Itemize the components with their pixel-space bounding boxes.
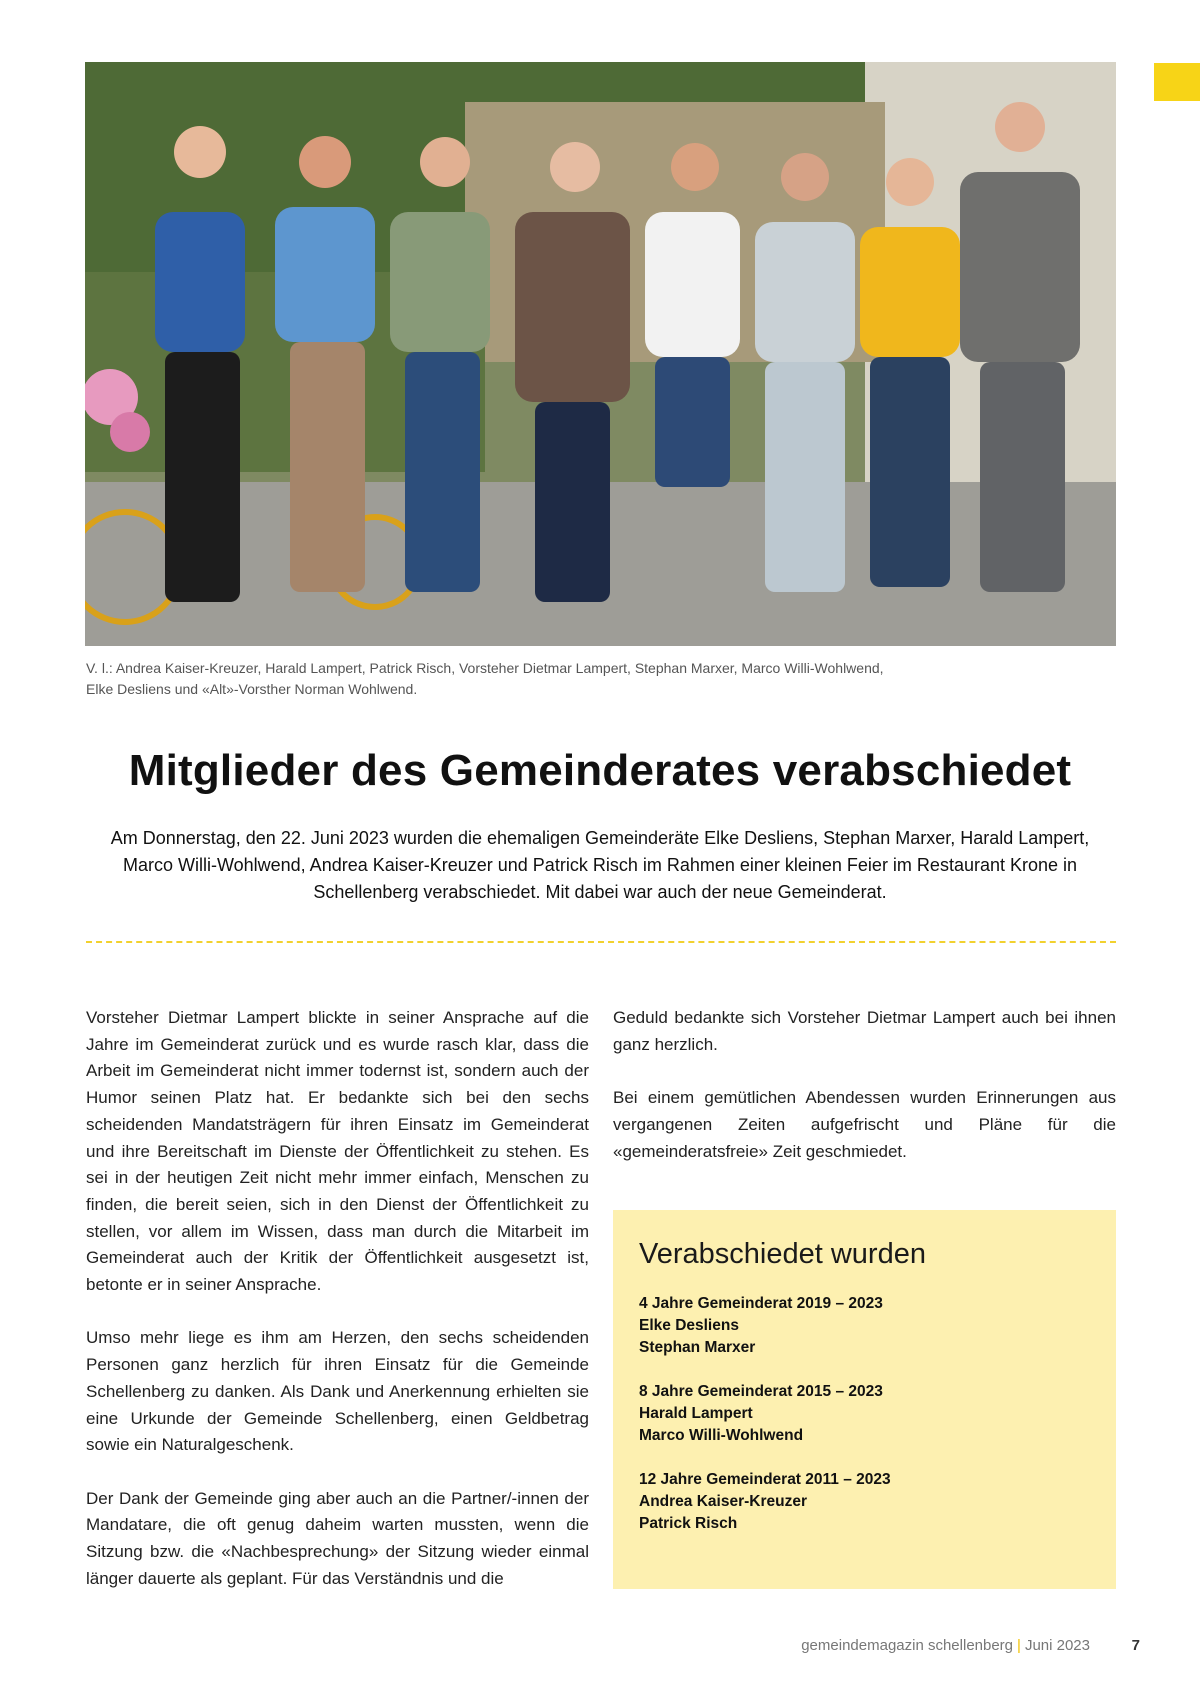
term-heading: 4 Jahre Gemeinderat 2019 – 2023	[639, 1295, 883, 1312]
page-number: 7	[1131, 1637, 1140, 1654]
photo-caption	[86, 658, 1086, 700]
article-headline: Mitglieder des Gemeinderates verabschiedet	[128, 746, 1072, 795]
group-photo-illustration	[85, 62, 1116, 646]
body-paragraph-1: Vorsteher Dietmar Lampert blickte in seiner Ansprache auf die Jahre im Gemeinderat zurück und es wurde rasch klar, dass die Arbeit im Gemeinderat nicht immer todernst ist, sondern auch der Humor seinen Platz hat. Er bedankte sich bei den sechs scheidenden Mandatsträgern für ihren Einsatz im Gemeinderat und ihre Bereitschaft im Dienste der Öffentlichkeit zu stehen. Es sei in der heutigen Zeit nicht mehr immer einfach, Menschen zu finden, die bereit seien, sich in den Dienst der Öffentlichkeit zu stellen, vor allem im Wissen, dass man durch die Mitarbeit im Gemeinderat auch der Kritik der Öffentlichkeit ausgesetzt ist, betonte er in seiner Ansprache.	[86, 1008, 589, 1295]
term-member: Andrea Kaiser-Kreuzer	[639, 1493, 807, 1510]
page-footer	[600, 1637, 1140, 1654]
body-column-left	[86, 1005, 589, 1619]
term-member: Patrick Risch	[639, 1515, 738, 1532]
body-paragraph-3: Der Dank der Gemeinde ging aber auch an die Partner/-innen der Mandatare, die oft genug daheim warten mussten, wenn die Sitzung bzw. die «Nachbesprechung» der Sitzung wieder einmal länger dauerte als geplant. Für das Verständnis und die	[86, 1488, 589, 1588]
term-group-8-years	[639, 1381, 1090, 1447]
footer-magazine-name: gemeindemagazin schellenberg	[801, 1637, 1014, 1654]
group-photo	[85, 62, 1116, 646]
caption-line-2: Elke Desliens und «Alt»-Vorsther Norman Wohlwend.	[86, 681, 418, 697]
farewell-info-box	[613, 1210, 1116, 1589]
term-member: Marco Willi-Wohlwend	[639, 1427, 804, 1444]
footer-separator: |	[1017, 1637, 1021, 1654]
article-lead: Am Donnerstag, den 22. Juni 2023 wurden die ehemaligen Gemeinderäte Elke Desliens, Stephan Marxer, Harald Lampert, Marco Willi-Wohlwend, Andrea Kaiser-Kreuzer und Patrick Risch im Rahmen einer kleinen Feier im Restaurant Krone in Schellenberg verabschiedet. Mit dabei war auch der neue Gemeinderat.	[110, 828, 1090, 902]
term-member: Stephan Marxer	[639, 1339, 756, 1356]
body-column-right	[613, 1005, 1116, 1192]
footer-issue: Juni 2023	[1024, 1637, 1090, 1654]
term-group-12-years	[639, 1469, 1090, 1535]
info-box-title: Verabschiedet wurden	[639, 1238, 926, 1270]
body-paragraph-2: Umso mehr liege es ihm am Herzen, den sechs scheidenden Personen ganz herzlich für ihren Einsatz für die Gemeinde Schellenberg zu danken. Als Dank und Anerkennung erhielten sie eine Urkunde der Gemeinde Schellenberg, einen Geldbetrag sowie ein Naturalgeschenk.	[86, 1328, 589, 1455]
term-member: Harald Lampert	[639, 1405, 753, 1422]
term-member: Elke Desliens	[639, 1317, 739, 1334]
term-heading: 12 Jahre Gemeinderat 2011 – 2023	[639, 1471, 891, 1488]
dashed-divider	[86, 941, 1116, 943]
caption-line-1: V. l.: Andrea Kaiser-Kreuzer, Harald Lampert, Patrick Risch, Vorsteher Dietmar Lampert, Stephan Marxer, Marco Willi-Wohlwend,	[86, 660, 884, 676]
body-paragraph-5: Bei einem gemütlichen Abendessen wurden Erinnerungen aus vergangenen Zeiten aufgefrischt und Pläne für die «gemeinderatsfreie» Zeit geschmiedet.	[613, 1088, 1116, 1161]
term-heading: 8 Jahre Gemeinderat 2015 – 2023	[639, 1383, 883, 1400]
term-group-4-years	[639, 1293, 1090, 1359]
body-paragraph-4: Geduld bedankte sich Vorsteher Dietmar Lampert auch bei ihnen ganz herzlich.	[613, 1008, 1116, 1054]
section-tab-marker	[1154, 63, 1200, 101]
